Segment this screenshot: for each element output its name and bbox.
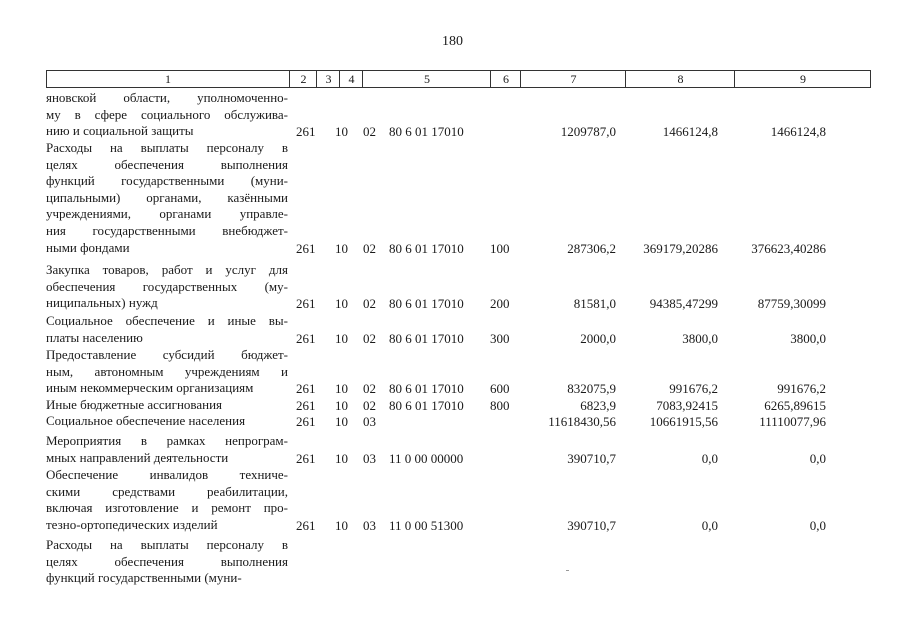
row-name-line: иным некоммерческим организациям [46, 380, 254, 396]
cell-c8: 369179,20286 [643, 240, 718, 256]
cell-c2: 261 [296, 517, 316, 533]
header-col-3: 3 [316, 71, 340, 87]
cell-c4: 02 [363, 398, 376, 413]
cell-c8: 10661915,56 [649, 414, 718, 429]
cell-c3: 10 [335, 330, 348, 346]
cell-c7: 1209787,0 [560, 124, 616, 140]
cell-c5: 80 6 01 17010 [389, 124, 464, 140]
row-name-line: нию и социальной защиты [46, 123, 194, 139]
row-name-line: Расходы на выплаты персоналу в [46, 537, 288, 552]
cell-c8: 3800,0 [682, 330, 718, 346]
cell-c2: 261 [296, 398, 316, 413]
table-header [46, 70, 871, 88]
cell-c9: 11110077,96 [759, 414, 826, 429]
row-name-line: яновской области, уполномоченно- [46, 90, 288, 105]
header-col-5: 5 [362, 71, 491, 87]
header-col-7: 7 [520, 71, 626, 87]
row-name [46, 537, 288, 587]
row-name [46, 347, 288, 397]
header-col-9: 9 [734, 71, 871, 87]
row-name-line: учреждениями, органами управле- [46, 206, 288, 222]
cell-c6: 100 [490, 240, 510, 256]
row-name-line: му в сфере социального обслужива- [46, 106, 288, 122]
cell-c2: 261 [296, 240, 316, 256]
cell-c3: 10 [335, 240, 348, 256]
cell-c4: 03 [363, 450, 376, 466]
cell-c4: 02 [363, 240, 376, 256]
row-name [46, 140, 288, 256]
cell-c4: 02 [363, 330, 376, 346]
header-col-1: 1 [165, 72, 171, 86]
cell-c5: 80 6 01 17010 [389, 296, 464, 312]
row-name [46, 313, 288, 346]
row-name-line: функций государственными (муни- [46, 173, 288, 189]
cell-c3: 10 [335, 398, 348, 413]
row-name-line: ципальными) органами, казёнными [46, 189, 288, 205]
cell-c2: 261 [296, 124, 316, 140]
row-name [46, 413, 288, 430]
row-name-line: ным, автономным учреждениям и [46, 363, 288, 379]
cell-c5: 80 6 01 17010 [389, 240, 464, 256]
cell-c2: 261 [296, 330, 316, 346]
row-name [46, 433, 288, 466]
row-name-line: Закупка товаров, работ и услуг для [46, 262, 288, 277]
cell-c4: 03 [363, 414, 376, 429]
cell-c7: 2000,0 [580, 330, 616, 346]
cell-c7: 287306,2 [567, 240, 616, 256]
cell-c5: 11 0 00 00000 [389, 450, 464, 466]
cell-c6: 800 [490, 398, 510, 413]
cell-c4: 03 [363, 517, 376, 533]
cell-c3: 10 [335, 296, 348, 312]
row-name-line: Предоставление субсидий бюджет- [46, 347, 288, 362]
cell-c4: 02 [363, 296, 376, 312]
cell-c5: 80 6 01 17010 [389, 381, 464, 397]
row-name-line: платы населению [46, 329, 143, 345]
cell-c2: 261 [296, 296, 316, 312]
cell-c6: 600 [490, 381, 510, 397]
cell-c9: 0,0 [809, 517, 826, 533]
cell-c8: 0,0 [701, 517, 718, 533]
row-name-line: обеспечения государственных (му- [46, 278, 288, 294]
row-name-line: функций государственными (муни- [46, 570, 242, 586]
cell-c9: 0,0 [809, 450, 826, 466]
cell-c8: 1466124,8 [662, 124, 718, 140]
row-name-line: Иные бюджетные ассигнования [46, 397, 223, 412]
cell-c2: 261 [296, 381, 316, 397]
cell-c3: 10 [335, 450, 348, 466]
cell-c6: 200 [490, 296, 510, 312]
row-name [46, 467, 288, 533]
cell-c8: 0,0 [701, 450, 718, 466]
cell-c8: 94385,47299 [649, 296, 718, 312]
row-name-line: Социальное обеспечение и иные вы- [46, 313, 288, 328]
cell-c9: 3800,0 [790, 330, 826, 346]
cell-c5: 80 6 01 17010 [389, 330, 464, 346]
row-name-line: целях обеспечения выполнения [46, 553, 288, 569]
header-col-4: 4 [339, 71, 363, 87]
row-name-line: ными фондами [46, 239, 130, 255]
cell-c3: 10 [335, 124, 348, 140]
row-name-line: ниципальных) нужд [46, 295, 158, 311]
row-name-line: тезно-ортопедических изделий [46, 516, 218, 532]
row-name-line: мных направлений деятельности [46, 449, 229, 465]
cell-c8: 991676,2 [669, 381, 718, 397]
row-name [46, 90, 288, 140]
scan-mark [566, 570, 569, 571]
row-name-line: скими средствами реабилитации, [46, 483, 288, 499]
cell-c5: 80 6 01 17010 [389, 398, 464, 413]
cell-c7: 390710,7 [567, 450, 616, 466]
row-name [46, 262, 288, 312]
cell-c7: 81581,0 [573, 296, 616, 312]
row-name [46, 397, 288, 414]
row-name-line: Мероприятия в рамках непрограм- [46, 433, 288, 448]
row-name-line: Расходы на выплаты персоналу в [46, 140, 288, 155]
page-number: 180 [442, 34, 463, 49]
row-name-line: целях обеспечения выполнения [46, 156, 288, 172]
cell-c9: 376623,40286 [751, 240, 826, 256]
cell-c7: 6823,9 [580, 398, 616, 413]
cell-c6: 300 [490, 330, 510, 346]
cell-c9: 87759,30099 [757, 296, 826, 312]
row-name-line: включая изготовление и ремонт про- [46, 500, 288, 516]
cell-c5: 11 0 00 51300 [389, 517, 464, 533]
row-name-line: Обеспечение инвалидов техниче- [46, 467, 288, 482]
cell-c2: 261 [296, 450, 316, 466]
cell-c7: 390710,7 [567, 517, 616, 533]
header-col-8: 8 [625, 71, 735, 87]
cell-c9: 991676,2 [777, 381, 826, 397]
header-col-2: 2 [289, 71, 317, 87]
row-name-line: ния государственными внебюджет- [46, 222, 288, 238]
row-name-line: Социальное обеспечение населения [46, 413, 246, 428]
cell-c9: 6265,89615 [764, 398, 826, 413]
cell-c3: 10 [335, 381, 348, 397]
cell-c9: 1466124,8 [770, 124, 826, 140]
cell-c3: 10 [335, 517, 348, 533]
cell-c7: 832075,9 [567, 381, 616, 397]
cell-c7: 11618430,56 [548, 414, 616, 429]
cell-c2: 261 [296, 414, 316, 429]
cell-c3: 10 [335, 414, 348, 429]
header-col-6: 6 [490, 71, 521, 87]
cell-c4: 02 [363, 124, 376, 140]
cell-c4: 02 [363, 381, 376, 397]
cell-c8: 7083,92415 [656, 398, 718, 413]
